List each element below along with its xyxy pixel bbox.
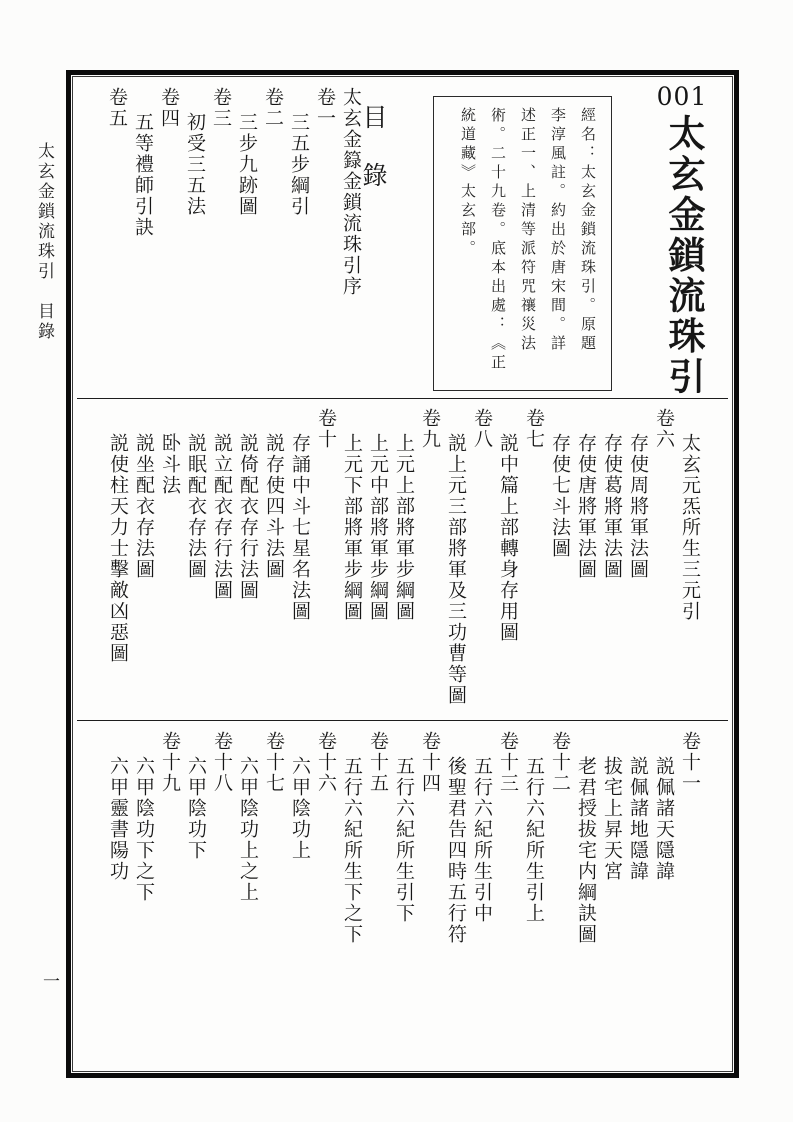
toc-entry: 拔宅上昇天宮: [601, 756, 622, 882]
section-middle: [77, 399, 728, 721]
toc-entry: 五行六紀所生下之下: [341, 756, 362, 945]
folio-number: 一: [40, 972, 59, 991]
toc-entry: 説立配衣存行法圖: [211, 433, 232, 601]
volume-header: 卷十六: [315, 731, 336, 794]
volume-header: 卷十八: [211, 731, 232, 794]
note-column: 經名：太玄金鎖流珠引。原題: [579, 107, 595, 354]
toc-entry: 卧斗法: [159, 433, 180, 496]
toc-entry: 存使唐將軍法圖: [575, 433, 596, 580]
toc-entry: 六甲陰功下: [185, 756, 206, 861]
bibliographic-note-text: [443, 107, 602, 380]
volume-header: 卷十五: [367, 731, 388, 794]
page-frame: [66, 70, 739, 1078]
toc-entry: 説使柱天力士擊敵凶惡圖: [107, 433, 128, 664]
toc-entry: 説眠配衣存法圖: [185, 433, 206, 580]
toc-entry: 説佩諸地隱諱: [627, 756, 648, 882]
toc-entry: 説倚配衣存行法圖: [237, 433, 258, 601]
volume-header: 卷四: [158, 87, 179, 129]
section-header: [77, 78, 728, 399]
note-column: 統道藏》太玄部。: [459, 107, 475, 259]
spine-title: 太玄金鎖流珠引 目錄: [35, 142, 54, 342]
toc-entry: 五行六紀所生引中: [471, 756, 492, 924]
toc-entry: 五行六紀所生引上: [523, 756, 544, 924]
toc-entry: 存使七斗法圖: [549, 433, 570, 559]
volume-header: 卷三: [210, 87, 231, 129]
toc-entry: 六甲陰功下之下: [133, 756, 154, 903]
toc-entry: 上元下部將軍步綱圖: [341, 433, 362, 622]
volume-header: 卷十九: [159, 731, 180, 794]
toc-entry: 説上元三部將軍及三功曹等圖: [445, 433, 466, 706]
volume-header: 卷五: [106, 87, 127, 129]
volume-header: 卷十一: [679, 731, 700, 794]
toc-entry: 三步九跡圖: [236, 112, 257, 217]
note-column: 述正一、上清等派符咒禳災法: [519, 107, 535, 354]
toc-section-bottom: [91, 731, 702, 1061]
volume-header: 卷六: [653, 408, 674, 450]
toc-entry: 説存使四斗法圖: [263, 433, 284, 580]
toc-entry: 後聖君告四時五行符: [445, 756, 466, 945]
volume-header: 卷七: [523, 408, 544, 450]
toc-entry: 五等禮師引訣: [132, 112, 153, 238]
toc-entry: 存誦中斗七星名法圖: [289, 433, 310, 622]
toc-entry: 六甲靈書陽功: [107, 756, 128, 882]
toc-heading: 目 錄: [359, 104, 386, 191]
toc-entry: 説中篇上部轉身存用圖: [497, 433, 518, 643]
toc-entry: 三五步綱引: [288, 112, 309, 217]
toc-entry: 初受三五法: [184, 112, 205, 217]
toc-entry: 上元中部將軍步綱圖: [367, 433, 388, 622]
bibliographic-note-box: [433, 96, 612, 391]
toc-section-top: [91, 87, 363, 389]
note-column: 李淳風註。約出於唐宋間。詳: [549, 107, 565, 354]
volume-header: 卷一: [314, 87, 335, 129]
masthead: [656, 84, 708, 398]
book-title: 太玄金鎖流珠引: [662, 114, 703, 398]
volume-header: 卷十: [315, 408, 336, 450]
toc-entry: 存使葛將軍法圖: [601, 433, 622, 580]
volume-header: 卷九: [419, 408, 440, 450]
toc-entry: 六甲陰功上: [289, 756, 310, 861]
toc-entry: 上元上部將軍步綱圖: [393, 433, 414, 622]
toc-entry: 存使周將軍法圖: [627, 433, 648, 580]
toc-entry: 説佩諸天隱諱: [653, 756, 674, 882]
volume-header: 卷八: [471, 408, 492, 450]
toc-entry: 五行六紀所生引下: [393, 756, 414, 924]
volume-header: 卷十四: [419, 731, 440, 794]
volume-header: 卷二: [262, 87, 283, 129]
volume-header: 卷十三: [497, 731, 518, 794]
section-bottom: [77, 721, 728, 1070]
frame-content: [77, 78, 728, 1070]
toc-entry: 太玄金籙金鎖流珠引序: [340, 87, 361, 297]
toc-entry: 説坐配衣存法圖: [133, 433, 154, 580]
toc-entry: 六甲陰功上之上: [237, 756, 258, 903]
volume-header: 卷十二: [549, 731, 570, 794]
toc-entry: 太玄元炁所生三元引: [679, 433, 700, 622]
volume-header: 卷十七: [263, 731, 284, 794]
printed-page-number: 001: [656, 82, 708, 111]
toc-section-middle: [91, 408, 702, 714]
note-column: 術。二十九卷。底本出處：《正: [489, 107, 505, 373]
toc-entry: 老君授拔宅内綱訣圖: [575, 756, 596, 945]
